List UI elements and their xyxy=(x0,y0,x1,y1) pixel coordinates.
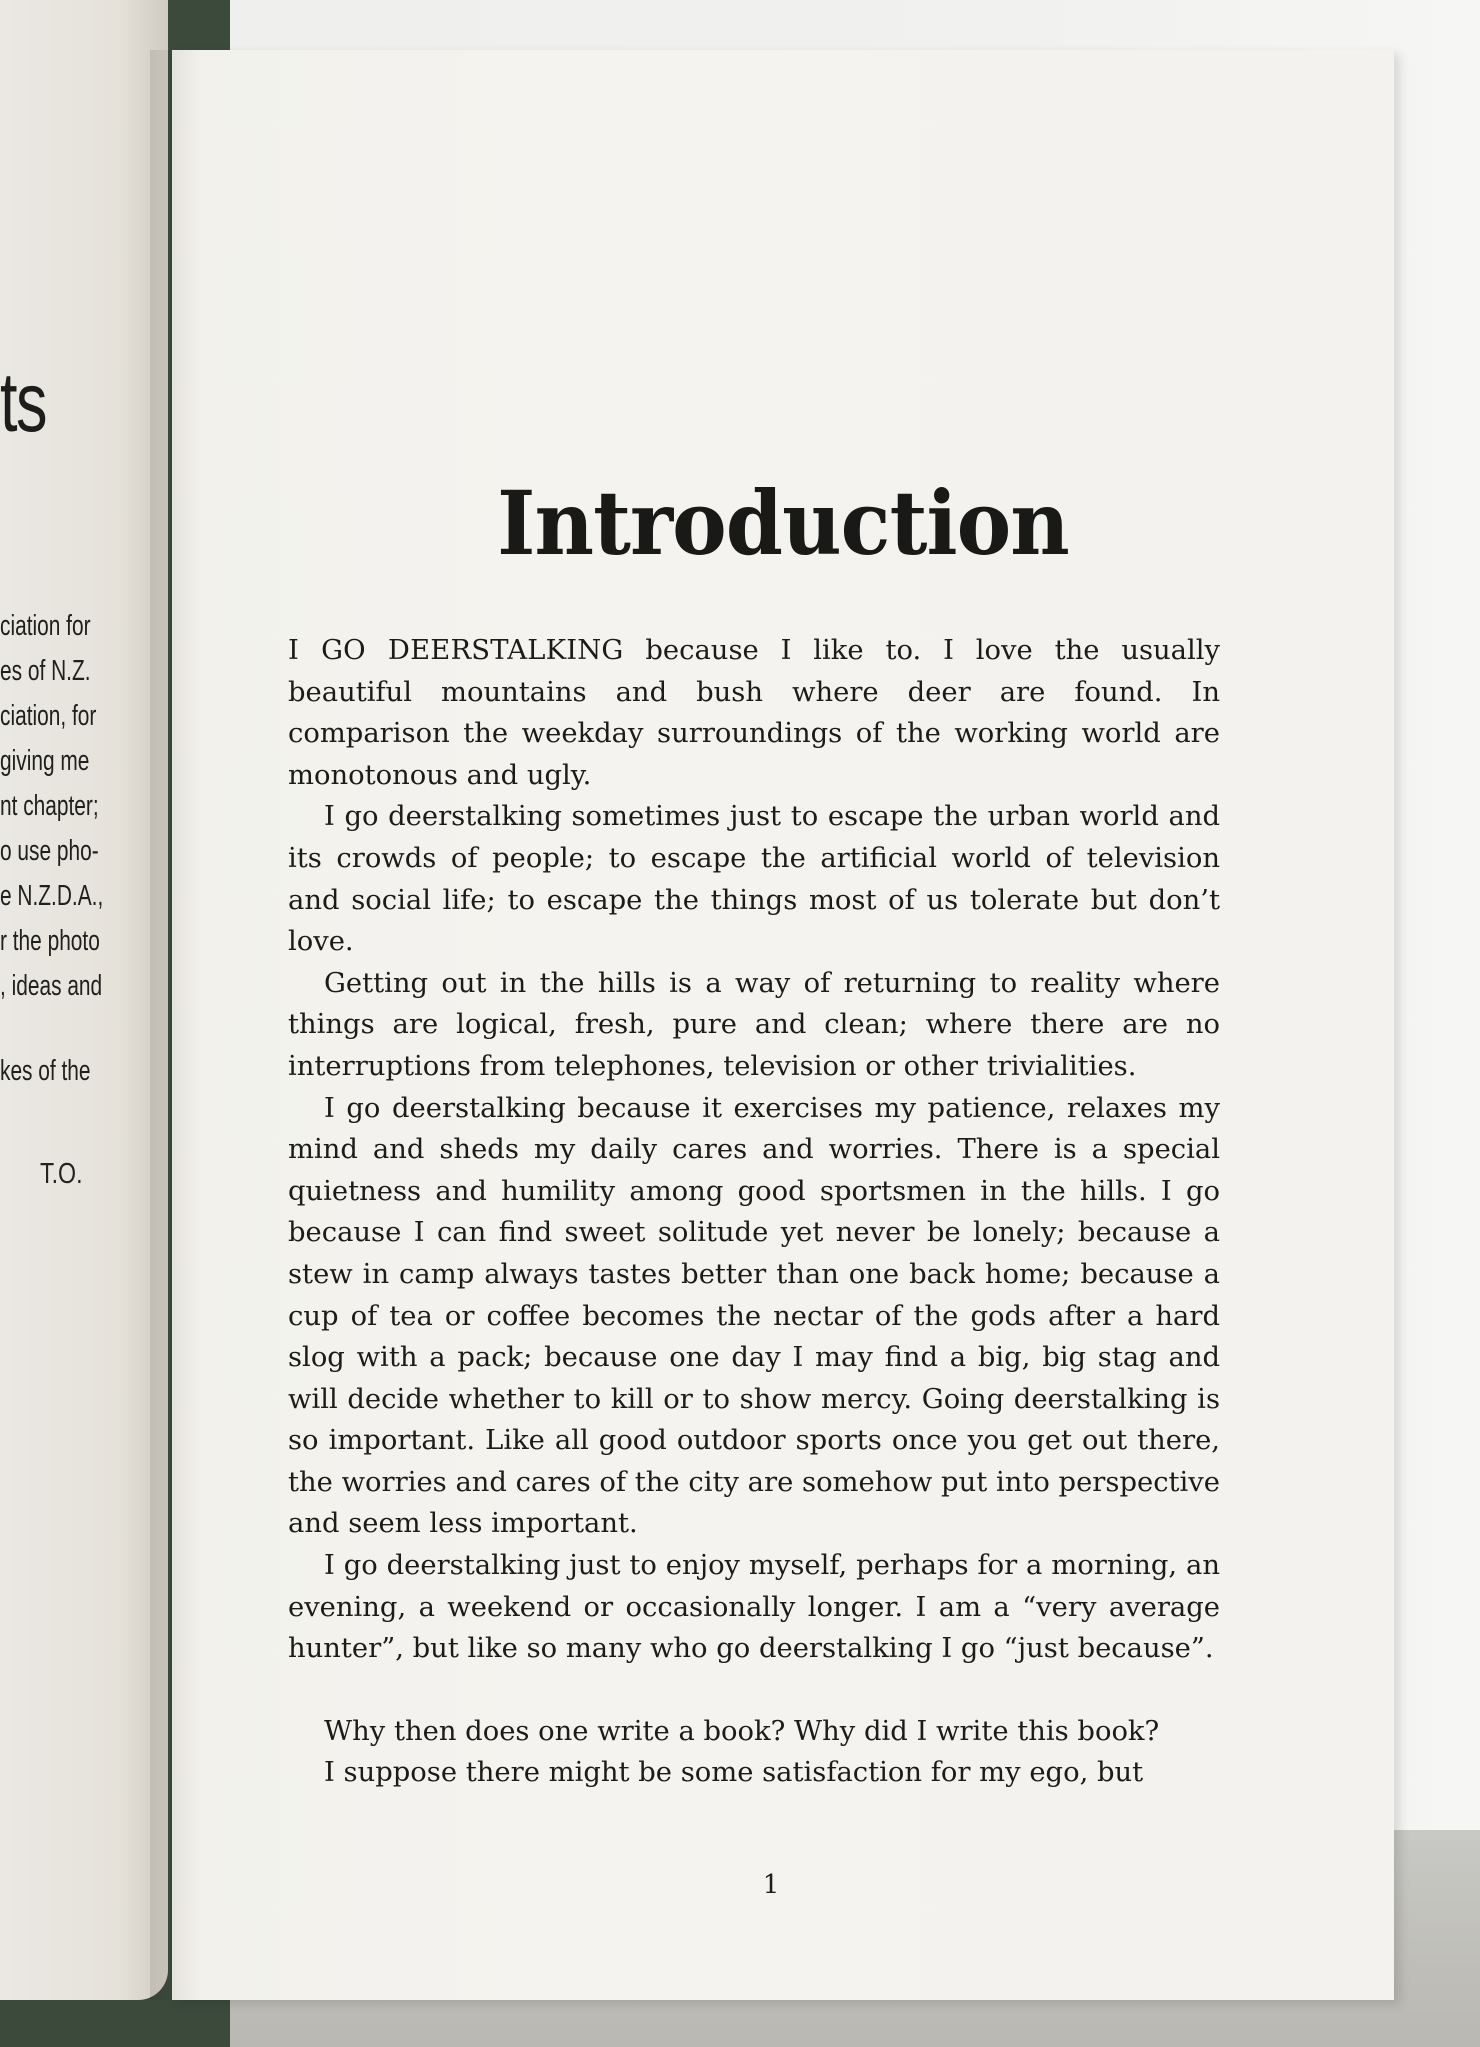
left-facing-page xyxy=(0,0,168,2000)
left-page-line: ciation for xyxy=(0,610,91,642)
left-page-title-fragment: ts xyxy=(0,355,47,449)
left-page-line: es of N.Z. xyxy=(0,655,91,687)
paragraph: I suppose there might be some satisfaction for my ego, but xyxy=(324,1757,1144,1789)
opening-small-caps: I GO DEERSTALKING xyxy=(288,635,624,666)
left-page-line: ciation, for xyxy=(0,700,97,732)
left-page-line: kes of the xyxy=(0,1055,91,1087)
book-page xyxy=(172,50,1394,2000)
left-page-line: giving me xyxy=(0,745,90,777)
paragraph: I go deerstalking just to enjoy myself, perhaps for a morning, an evening, a weekend or occasionally longer. I am a “very average hunter”, but like so many who go deerstalking I go “just because”. xyxy=(288,1550,1220,1665)
chapter-body xyxy=(288,630,1220,1794)
page-number: 1 xyxy=(762,1870,780,1900)
paragraph: I go deerstalking sometimes just to escape the urban world and its crowds of people; to escape the artificial world of television and social life; to escape the things most of us tolerate but don’t love. xyxy=(288,801,1220,958)
page-shade xyxy=(172,50,202,2000)
left-page-line: r the photo xyxy=(0,925,100,957)
paragraph: Getting out in the hills is a way of returning to reality where things are logical, fresh, pure and clean; where there are no interruptions from telephones, television or other trivialities. xyxy=(288,967,1220,1082)
paragraph: I go deerstalking because it exercises my patience, relaxes my mind and sheds my daily cares and worries. There is a special quietness and humility among good sportsmen in the hills. I go because I can find sweet solitude yet never be lonely; because a stew in camp always tastes better than one back home; because a cup of tea or coffee becomes the nectar of the gods after a hard slog with a pack; because one day I may find a big, big stag and will decide whether to kill or to show mercy. Going deerstalking is so important. Like all good outdoor sports once you get out there, the worries and cares of the city are somehow put into perspective and seem less important. xyxy=(288,1092,1220,1540)
paragraph-text: because I like to. I love the usually beautiful mountains and bush where deer are found. In comparison the weekday surroundings of the working world are monotonous and ugly. xyxy=(288,635,1220,791)
paragraph: Why then does one write a book? Why did I write this book? xyxy=(324,1715,1160,1747)
left-page-line: e N.Z.D.A., xyxy=(0,880,104,912)
left-page-line: , ideas and xyxy=(0,970,103,1002)
chapter-title: Introduction xyxy=(497,470,1069,575)
paragraph xyxy=(288,630,1220,796)
author-initials: T.O. xyxy=(40,1158,83,1190)
left-page-line: nt chapter; xyxy=(0,790,99,822)
left-page-line: o use pho- xyxy=(0,835,99,867)
